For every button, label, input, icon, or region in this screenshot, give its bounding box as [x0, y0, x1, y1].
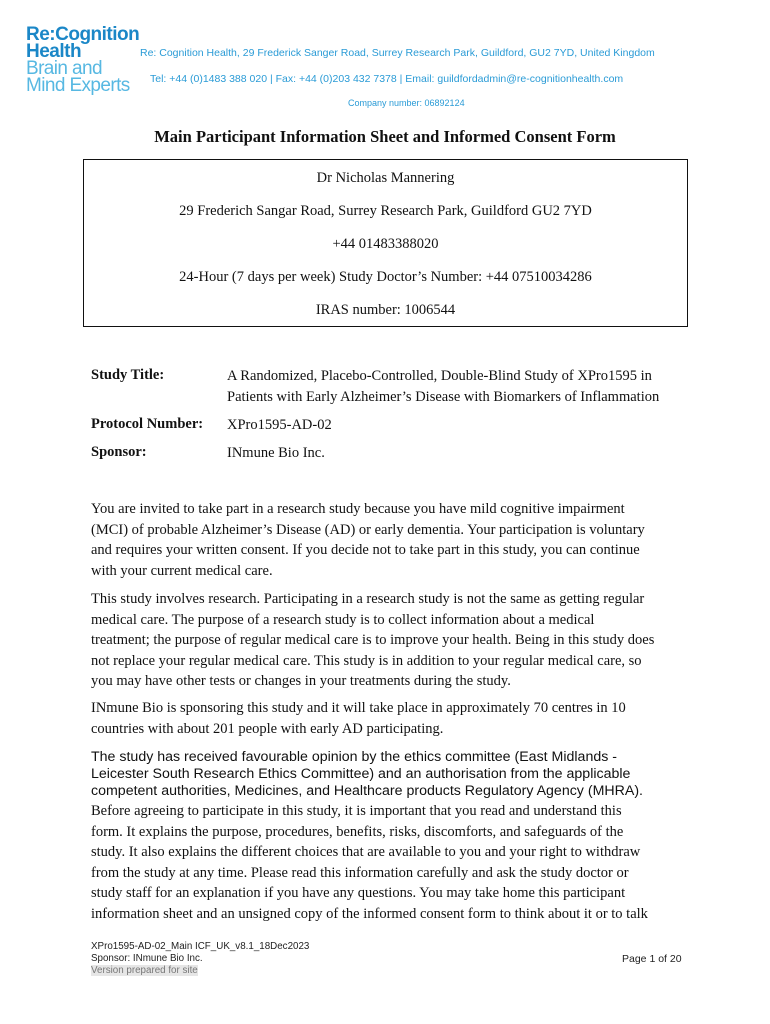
logo-line-1: Re:Cognition [26, 24, 140, 45]
contact-box [83, 159, 688, 327]
paragraph-research [91, 589, 691, 692]
paragraph-line: study staff for an explanation if you have any questions. You may take home this participant [91, 885, 626, 901]
paragraph-line: This study involves research. Participating in a research study is not the same as getting regular [91, 591, 645, 607]
paragraph-line: (MCI) of probable Alzheimer’s Disease (AD) or early dementia. Your participation is voluntary [91, 521, 645, 538]
paragraph-invitation [91, 499, 691, 581]
paragraph-line: form. It explains the purpose, procedures, benefits, risks, discomforts, and safeguards of the [91, 823, 624, 840]
header-company-number: Company number: 06892124 [348, 98, 465, 108]
paragraph-line: INmune Bio is sponsoring this study and it will take place in approximately 70 centres in 10 [91, 700, 626, 716]
paragraph-line: You are invited to take part in a research study because you have mild cognitive impairment [91, 501, 625, 517]
paragraph-line: Before agreeing to participate in this study, it is important that you read and understand this [91, 803, 622, 819]
paragraph-line: medical care. The purpose of a research study is to collect information about a medical [91, 611, 595, 628]
document-title: Main Participant Information Sheet and Informed Consent Form [154, 127, 616, 146]
protocol-number-value: XPro1595-AD-02 [227, 417, 332, 433]
sponsor-value: INmune Bio Inc. [227, 445, 325, 461]
footer-document-info [91, 941, 309, 977]
logo-line-3: Brain and [26, 58, 102, 79]
paragraph-line: information sheet and an unsigned copy of the informed consent form to think about it or to talk [91, 905, 648, 922]
paragraph-line: countries with about 201 people with early AD participating. [91, 720, 444, 737]
paragraph-line: treatment; the purpose of regular medical care is to improve your health. Being in this study does [91, 632, 655, 648]
doctor-name: Dr Nicholas Mannering [316, 170, 455, 186]
site-address: 29 Frederich Sangar Road, Surrey Research Park, Guildford GU2 7YD [179, 203, 592, 219]
study-title-line-1: A Randomized, Placebo-Controlled, Double-Blind Study of XPro1595 in [227, 368, 652, 384]
logo-line-2: Health [26, 41, 82, 62]
paragraph-before-agreeing [91, 801, 691, 924]
footer-doc-id: XPro1595-AD-02_Main ICF_UK_v8.1_18Dec2023 [91, 941, 310, 952]
paragraph-line: from the study at any time. Please read this information carefully and ask the study doctor or [91, 864, 629, 881]
paragraph-line: Leicester South Research Ethics Committee) and an authorisation from the applicable [91, 766, 631, 782]
protocol-number-label: Protocol Number: [91, 416, 204, 432]
paragraph-line: you may have other tests or changes in your treatments during the study. [91, 673, 511, 689]
paragraph-sponsor [91, 698, 691, 739]
recognition-health-logo [26, 26, 138, 94]
study-doctor-number: 24-Hour (7 days per week) Study Doctor’s Number: +44 07510034286 [179, 269, 592, 285]
page-number: Page 1 of 20 [622, 953, 682, 965]
paragraph-ethics [91, 749, 691, 800]
site-phone: +44 01483388020 [332, 236, 439, 252]
footer-sponsor: Sponsor: INmune Bio Inc. [91, 953, 203, 964]
header-contact: Tel: +44 (0)1483 388 020 | Fax: +44 (0)203 432 7378 | Email: guildfordadmin@re-cognitionhealth.com [150, 73, 624, 85]
paragraph-line: The study has received favourable opinion by the ethics committee (East Midlands - [91, 749, 617, 765]
header-address: Re: Cognition Health, 29 Frederick Sanger Road, Surrey Research Park, Guildford, GU2 7YD, United Kingdom [140, 47, 655, 59]
footer-version: Version prepared for site [91, 965, 198, 976]
study-title-value [227, 366, 687, 408]
paragraph-line: study. It also explains the different choices that are available to you and your right to withdraw [91, 844, 641, 860]
paragraph-line: competent authorities, Medicines, and Healthcare products Regulatory Agency (MHRA). [91, 783, 644, 799]
iras-number: IRAS number: 1006544 [315, 302, 456, 318]
sponsor-label: Sponsor: [91, 444, 147, 460]
study-title-line-2: Patients with Early Alzheimer’s Disease with Biomarkers of Inflammation [227, 389, 660, 405]
paragraph-line: not replace your regular medical care. This study is in addition to your regular medical care, so [91, 652, 642, 669]
paragraph-line: with your current medical care. [91, 562, 273, 579]
paragraph-line: and requires your written consent. If you decide not to take part in this study, you can continue [91, 542, 640, 558]
logo-line-4: Mind Experts [26, 75, 130, 96]
study-title-label: Study Title: [91, 367, 165, 383]
